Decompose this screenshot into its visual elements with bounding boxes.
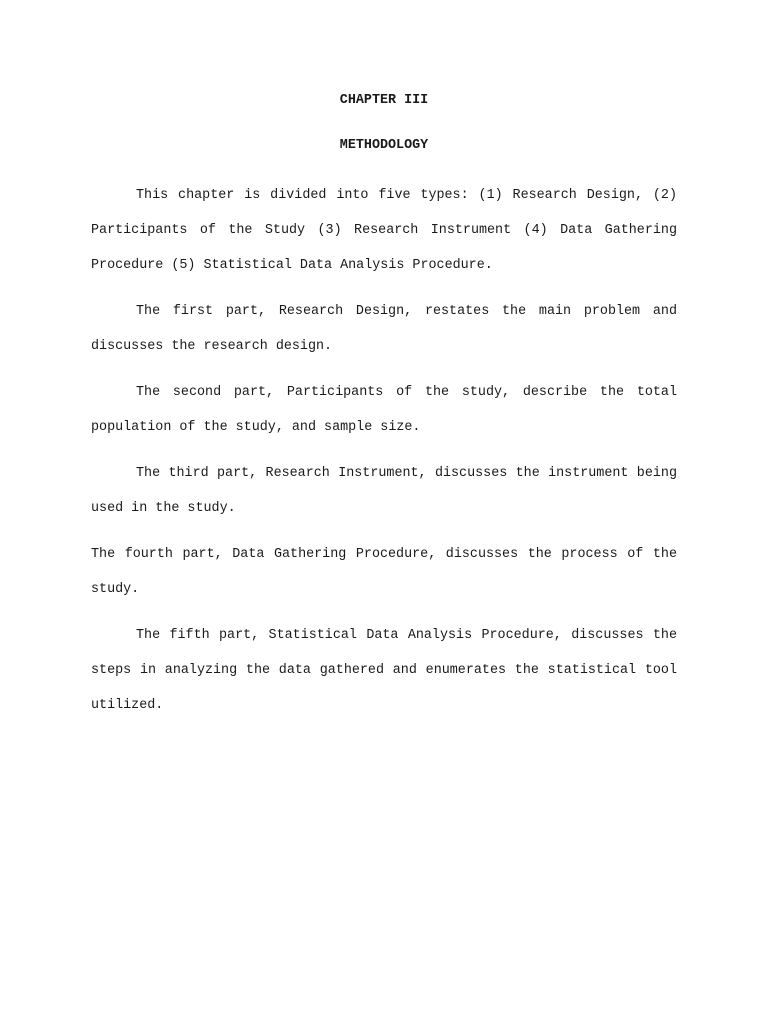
chapter-title: METHODOLOGY — [339, 138, 429, 153]
paragraph-intro: This chapter is divided into five types: (1) Research Design, (2) Participants of the Study (3) Research Instrument (4) Data Gathering Procedure (5) Statistical Data Analysis Procedure. — [91, 188, 677, 273]
paragraph-research-instrument: The third part, Research Instrument, discusses the instrument being used in the study. — [91, 466, 677, 516]
document-page — [91, 88, 677, 734]
paragraph-data-gathering: The fourth part, Data Gathering Procedure, discusses the process of the study. — [91, 547, 677, 597]
paragraph-statistical-analysis: The fifth part, Statistical Data Analysis Procedure, discusses the steps in analyzing the data gathered and enumerates the statistical tool utilized. — [91, 628, 677, 713]
chapter-heading: CHAPTER III — [339, 93, 429, 108]
paragraph-participants: The second part, Participants of the study, describe the total population of the study, and sample size. — [91, 385, 677, 435]
paragraph-research-design: The first part, Research Design, restates the main problem and discusses the research design. — [91, 304, 677, 354]
